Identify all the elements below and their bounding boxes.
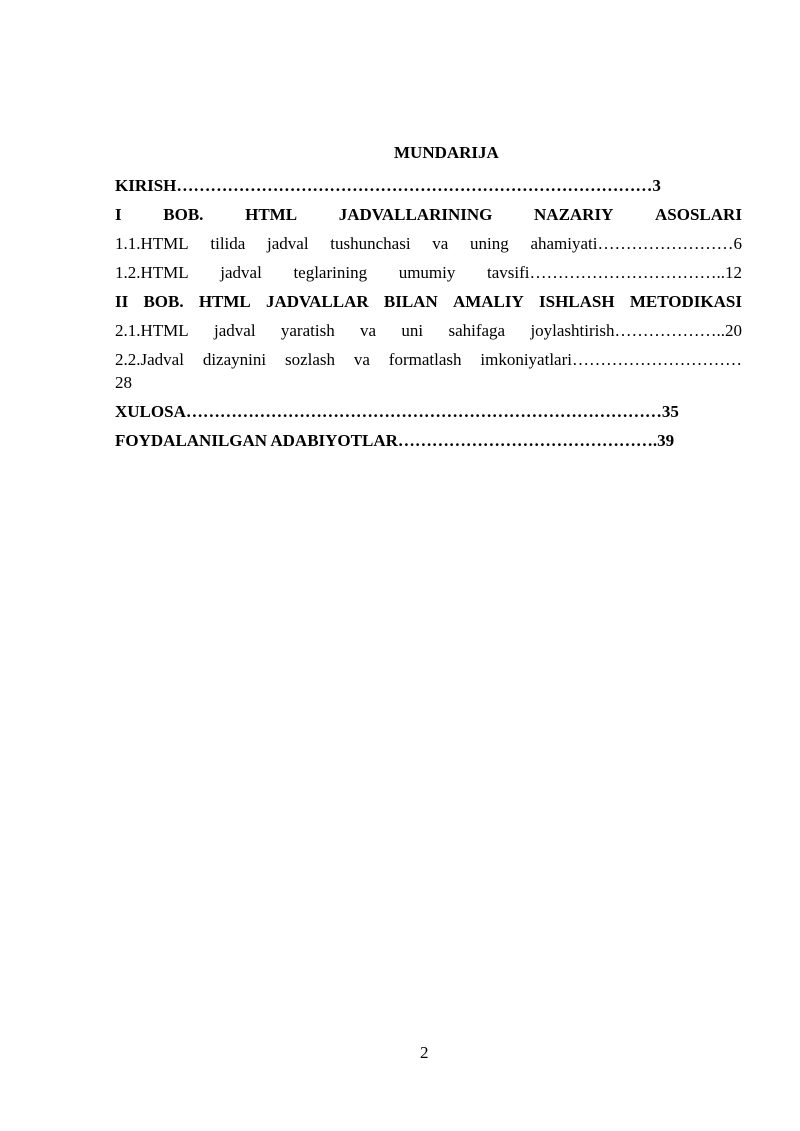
toc-word: BOB. bbox=[163, 205, 204, 224]
toc-entry-kirish: KIRISH…………………………………………………………………………3 bbox=[115, 176, 661, 195]
toc-word: JADVALLAR bbox=[266, 292, 369, 311]
toc-entry-2-1 bbox=[115, 319, 742, 342]
toc-word: tavsifi……………………………..12 bbox=[486, 263, 742, 282]
toc-entry-2-2-page: 28 bbox=[115, 373, 132, 392]
table-of-contents bbox=[115, 174, 742, 458]
toc-entry-bob2 bbox=[115, 290, 742, 313]
toc-entry-1-2 bbox=[115, 261, 742, 284]
toc-entry-foydalanilgan-adabiyotlar: FOYDALANILGAN ADABIYOTLAR……………………………………….39 bbox=[115, 431, 675, 450]
toc-word: sahifaga bbox=[448, 321, 506, 340]
toc-word: sozlash bbox=[284, 350, 335, 369]
toc-word: joylashtirish………………..20 bbox=[530, 321, 742, 340]
toc-word: uning bbox=[470, 234, 509, 253]
toc-word: HTML bbox=[198, 292, 251, 311]
toc-word: va bbox=[360, 321, 377, 340]
toc-word: jadval bbox=[220, 263, 262, 282]
toc-word: ISHLASH bbox=[539, 292, 615, 311]
toc-title: MUNDARIJA bbox=[394, 143, 499, 162]
toc-word: 2.2.Jadval bbox=[115, 350, 184, 369]
toc-word: yaratish bbox=[280, 321, 335, 340]
toc-entry-2-2-text bbox=[115, 348, 742, 371]
toc-word: teglarining bbox=[293, 263, 368, 282]
toc-word: BILAN bbox=[383, 292, 438, 311]
toc-entry-xulosa: XULOSA…………………………………………………………………………35 bbox=[115, 402, 679, 421]
page-number: 2 bbox=[420, 1043, 429, 1062]
toc-word: formatlash bbox=[388, 350, 462, 369]
toc-word: BOB. bbox=[143, 292, 184, 311]
toc-word: imkoniyatlari………………………… bbox=[480, 350, 742, 369]
toc-word: 1.2.HTML bbox=[115, 263, 189, 282]
toc-word: dizaynini bbox=[202, 350, 267, 369]
toc-word: JADVALLARINING bbox=[338, 205, 493, 224]
toc-word: 2.1.HTML bbox=[115, 321, 189, 340]
toc-word: va bbox=[432, 234, 449, 253]
toc-entry-1-1 bbox=[115, 232, 742, 255]
toc-word: jadval bbox=[267, 234, 309, 253]
toc-word: NAZARIY bbox=[534, 205, 614, 224]
toc-word: va bbox=[353, 350, 370, 369]
toc-word: tushunchasi bbox=[330, 234, 411, 253]
toc-word: HTML bbox=[245, 205, 298, 224]
toc-word: ahamiyati……………………6 bbox=[530, 234, 742, 253]
toc-word: tilida bbox=[210, 234, 246, 253]
toc-word: AMALIY bbox=[452, 292, 524, 311]
toc-word: uni bbox=[401, 321, 424, 340]
toc-entry-2-2 bbox=[115, 348, 742, 394]
toc-word: jadval bbox=[214, 321, 256, 340]
toc-word: 1.1.HTML bbox=[115, 234, 189, 253]
toc-entry-bob1 bbox=[115, 203, 742, 226]
toc-word: I bbox=[115, 205, 122, 224]
toc-word: METODIKASI bbox=[629, 292, 742, 311]
toc-word: ASOSLARI bbox=[655, 205, 742, 224]
toc-word: umumiy bbox=[398, 263, 456, 282]
toc-word: II bbox=[115, 292, 129, 311]
